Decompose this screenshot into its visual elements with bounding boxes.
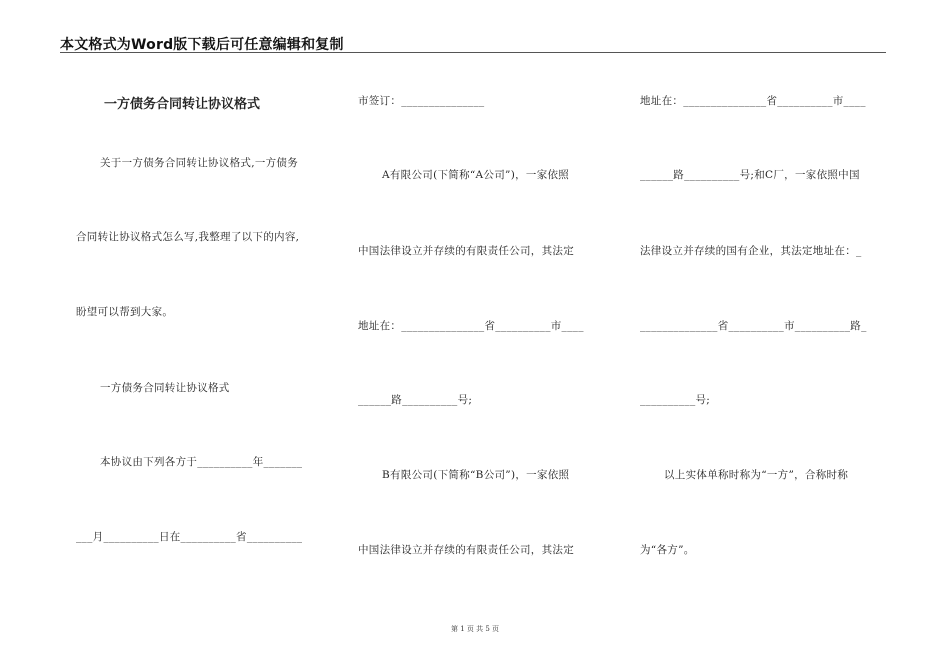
col1-line-6: ___月__________日在__________省__________ bbox=[76, 531, 303, 543]
col3-line-7: 为“各方”。 bbox=[640, 544, 695, 556]
col2-line-1: 市签订：_______________ bbox=[358, 95, 485, 107]
col3-line-3: 法律设立并存续的国有企业，其法定地址在：_ bbox=[640, 245, 862, 257]
col2-line-5: ______路__________号; bbox=[358, 394, 473, 406]
col3-line-6: 以上实体单称时称为“一方”，合称时称 bbox=[664, 469, 849, 481]
col2-line-2: A有限公司(下简称“A公司”)，一家依照 bbox=[382, 169, 570, 181]
col3-line-4: ______________省__________市__________路_ bbox=[640, 320, 867, 332]
page-number: 第 1 页 共 5 页 bbox=[450, 625, 500, 633]
col1-line-2: 合同转让协议格式怎么写,我整理了以下的内容, bbox=[76, 231, 300, 243]
col3-line-5: __________号; bbox=[640, 394, 711, 406]
document-title: 一方债务合同转让协议格式 bbox=[104, 97, 261, 112]
col2-line-4: 地址在：_______________省__________市____ bbox=[358, 320, 584, 332]
col1-line-3: 盼望可以帮到大家。 bbox=[76, 306, 174, 318]
col1-line-5: 本协议由下列各方于__________年_______ bbox=[100, 456, 303, 468]
col1-line-4: 一方债务合同转让协议格式 bbox=[100, 382, 230, 394]
col2-line-3: 中国法律设立并存续的有限责任公司，其法定 bbox=[358, 245, 574, 257]
col3-line-2: ______路__________号;和C厂，一家依照中国 bbox=[640, 169, 860, 181]
document-header: 本文格式为Word版下载后可任意编辑和复制 bbox=[60, 37, 344, 53]
col3-line-1: 地址在：_______________省__________市____ bbox=[640, 95, 866, 107]
header-divider bbox=[60, 52, 886, 53]
col2-line-7: 中国法律设立并存续的有限责任公司，其法定 bbox=[358, 544, 574, 556]
col2-line-6: B有限公司(下简称“B公司”)，一家依照 bbox=[382, 469, 570, 481]
col1-line-1: 关于一方债务合同转让协议格式,一方债务 bbox=[100, 157, 299, 169]
